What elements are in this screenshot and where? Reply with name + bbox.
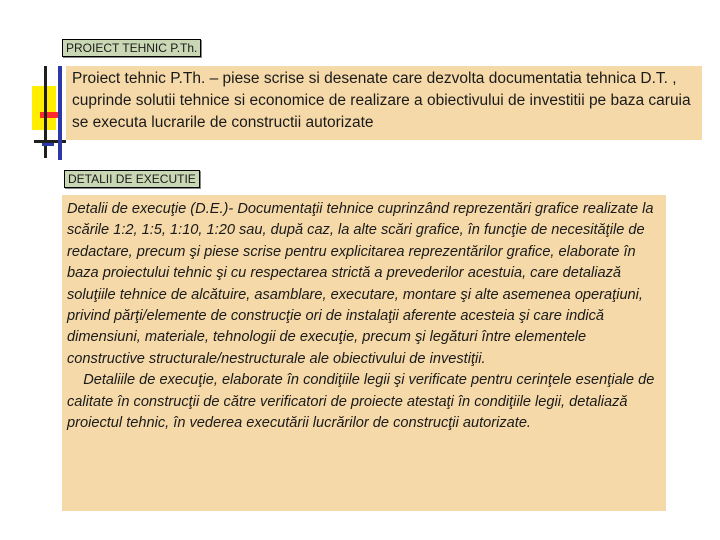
decorative-blue-vertical-line: [58, 66, 62, 160]
definition-term: Proiect tehnic P.Th.: [72, 70, 206, 87]
definition-text: – piese scrise si desenate care dezvolta documentatia tehnica D.T. , cuprinde solutii tehnice si economice de realizare a obiectivului de investitii pe baza caruia se executa lucrarile de constructii autorizate: [72, 70, 691, 131]
definition-paragraph: [67, 199, 662, 370]
section-label-proiect-tehnic: [62, 39, 201, 57]
definition-paragraph: [72, 68, 702, 134]
section-label-text: PROIECT TEHNIC P.Th.: [66, 41, 198, 55]
definition-text: Documentaţii tehnice cuprinzând reprezentări grafice realizate la scările 1:2, 1:5, 1:10, 1:20 sau, după caz, la alte scări grafice, în funcţie de necesităţile de redactare, precum şi piese scrise pentru explicitarea reprezentărilor grafice, elaborate în baza proiectului tehnic şi cu respectarea strictă a prevederilor acestuia, care detaliază soluţiile tehnice de alcătuire, asamblare, executare, montare şi alte asemenea operaţiuni, privind părţi/elemente de construcţie ori de instalaţii aferente acesteia şi care indică dimensiuni, materiale, tehnologii de execuţie, precum şi legături între elementele constructive structurale/nestructurale ale obiectivului de investiţii.: [67, 201, 654, 367]
definition-panel-detalii-executie: [62, 195, 666, 511]
definition-term: Detalii de execuţie (D.E.)-: [67, 201, 234, 217]
definition-panel-proiect-tehnic: [66, 66, 702, 140]
section-label-text: DETALII DE EXECUTIE: [68, 172, 196, 186]
decorative-blue-horizontal-line: [42, 143, 54, 146]
section-label-detalii-executie: [64, 170, 200, 188]
definition-paragraph-2: Detaliile de execuţie, elaborate în condiţiile legii şi verificate pentru cerinţele esenţiale de calitate în construcţii de către verificatori de proiecte atestaţi în condiţiile legii, detaliază proiectul tehnic, în vederea executării lucrărilor de construcţii autorizate.: [67, 372, 659, 432]
